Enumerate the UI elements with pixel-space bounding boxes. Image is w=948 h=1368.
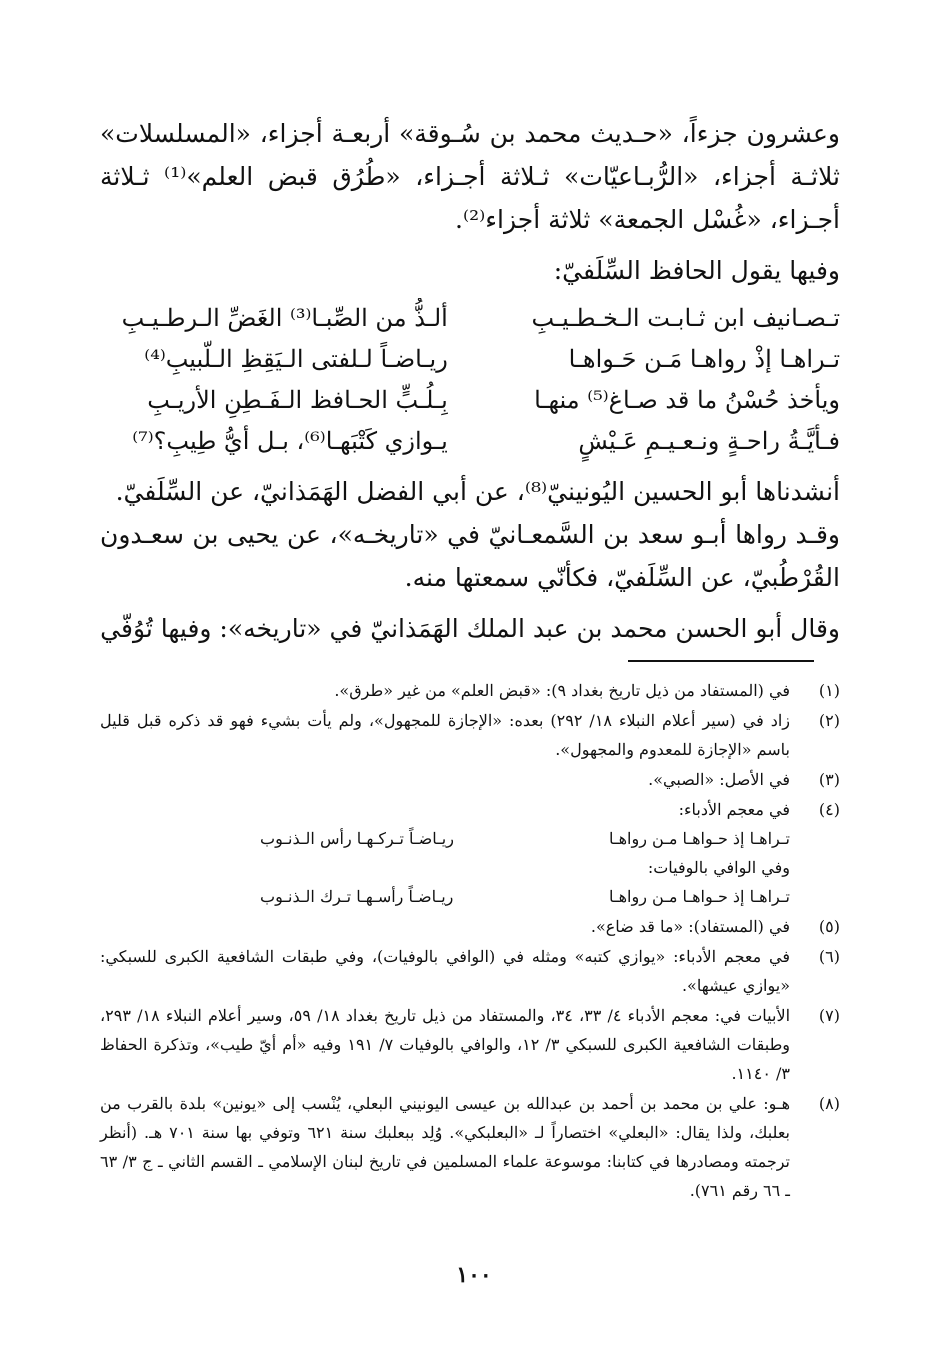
footnote-number: (٨) [818, 1094, 840, 1113]
footnote-4-verse-1 [100, 824, 790, 853]
footnote-text: الأبيات في: معجم الأدباء ٤/ ٣٣، ٣٤، والمستفاد من ذيل تاريخ بغداد ١٨/ ٥٩، وسير أعلام النبلاء ١٨/ ٢٩٣، وطبقات الشافعية الكبرى للسبكي ٣/ ١٢، والوافي بالوفيات ٧/ ١٩١ وفيه «أم أيّ طيب»، وتذكرة الحفاظ ٣/ ١١٤٠. [100, 1006, 791, 1083]
footnote-1 [100, 676, 840, 705]
verse-hemistich-left: بِـلُـبٍّ الحـافظ الـفَـطِنِ الأريـبِ [147, 386, 448, 414]
verse-hemistich-left: ريـاضـاً لـلفتى الـيَقِظِ الـلّبيبِ⁽⁴⁾ [144, 345, 448, 373]
footnote-6 [100, 942, 840, 1000]
footnote-7 [100, 1001, 840, 1088]
footnote-number: (٦) [818, 947, 840, 966]
verse-hemistich-right: فـأيَّـةُ راحـةٍ ونـعـيـمِ عَـيْشٍ [578, 427, 840, 455]
verse-hemistich-left: ريـاضـاً رأسـهـا تـرك الـذنـوب [260, 887, 454, 906]
main-text [100, 112, 840, 650]
footnote-2 [100, 706, 840, 764]
paragraph-1: وعشرون جزءاً، «حـديث محمد بن سُـوقة» أربعـة أجزاء، «المسلسلات» ثلاثـة أجزاء، «الرُّبـاعيّات» ثـلاثة أجـزاء، «طُرُق قبض العلم»⁽¹⁾ ثـلاثة أجـزاء، «غُسْل الجمعة» ثلاثة أجزاء⁽²⁾. [100, 119, 840, 234]
footnote-number: (٣) [818, 770, 840, 789]
footnote-separator [628, 660, 814, 662]
verse-hemistich-right: تـصـانيف ابن ثـابـت الـخـطـيـبِ [531, 304, 840, 332]
verse-hemistich-left: ريـاضـاً تـركـهـا رأس الـذنـوب [260, 829, 454, 848]
footnote-text: في (المستفاد): «ما قد ضاع». [590, 917, 790, 936]
verse-hemistich-right: تـراهـا إذ حـواهـا مـن رواهـا [609, 829, 790, 848]
footnotes [100, 676, 840, 1206]
verse-hemistich-right: ويأخذ حُسْنُ ما قد صـاغ⁽⁵⁾ منهـا [534, 386, 840, 414]
footnote-text: هـو: علي بن محمد بن أحمد بن عبدالله بن عيسى اليونيني البعلي، يُنْسب إلى «يونين» بلدة بالقرب من بعلبك، ولذا يقال: «البعلي» اختصاراً لـ «البعلبكي». وُلِد ببعلبك سنة ٦٢١ وتوفي بها سنة ٧٠١ هـ. (أنظر ترجمته ومصادرها في كتابنا: موسوعة علماء المسلمين في تاريخ لبنان الإسلامي ـ القسم الثاني ـ ج ٣/ ٦٣ ـ ٦٦ رقم ٧٦١). [100, 1094, 791, 1200]
footnote-text [100, 795, 790, 911]
verse-line-2 [100, 339, 840, 380]
footnote-number: (٢) [818, 711, 840, 730]
verse-hemistich-left: ألـذُّ من الصِّبـا⁽³⁾ الغَضِّ الـرطـيـبِ [121, 304, 448, 332]
verse-hemistich-right: تـراهـا إذ حـواهـا مـن رواهـا [609, 887, 790, 906]
page-number: ١٠٠ [456, 1262, 492, 1288]
footnote-text: في (المستفاد من ذيل تاريخ بغداد ٩): «قبض العلم» من غير «طرق». [334, 681, 790, 700]
footnote-3 [100, 765, 840, 794]
verse-hemistich-left: يـوازي كَتْبَهـا⁽⁶⁾، بـل أيُّ طِيبِ؟⁽⁷⁾ [132, 427, 448, 455]
footnote-4 [100, 795, 840, 911]
paragraph-3: وقـد رواها أبـو سعد بن السَّمعـانيّ في «تاريخـه»، عن يحيى بن سعـدون القُرْطُبيّ، عن السِّلَفيّ، فكأنّي سمعتها منه. [100, 520, 840, 592]
footnote-number: (٥) [818, 917, 840, 936]
verse-line-1 [100, 298, 840, 339]
paragraph-2: أنشدناها أبو الحسين اليُونينيّ⁽⁸⁾، عن أبي الفضل الهَمَذانيّ، عن السِّلَفيّ. [115, 477, 840, 506]
footnote-4-source-1: في معجم الأدباء: [678, 800, 790, 819]
footnote-4-source-2: وفي الوافي بالوفيات: [647, 858, 790, 877]
verse-line-3 [100, 380, 840, 421]
footnote-text: في الأصل: «الصبي». [648, 770, 790, 789]
footnote-5 [100, 912, 840, 941]
footnote-number: (١) [818, 681, 840, 700]
verse-intro: وفيها يقول الحافظ السِّلَفيّ: [553, 256, 840, 285]
footnote-4-verse-2 [100, 882, 790, 911]
footnote-text: في معجم الأدباء: «يوازي كتبه» ومثله في (الوافي بالوفيات)، وفي طبقات الشافعية الكبرى للسبكي: «يوازي عيشها». [100, 947, 790, 995]
footnote-8 [100, 1089, 840, 1205]
poem-block [100, 298, 840, 462]
footnote-number: (٤) [818, 800, 840, 819]
paragraph-4: وقال أبو الحسن محمد بن عبد الملك الهَمَذانيّ في «تاريخه»: وفيها تُوُفّي [100, 614, 840, 643]
verse-hemistich-right: تـراهـا إذْ رواهـا مَـن حَـواهـا [568, 345, 840, 373]
footnote-number: (٧) [818, 1006, 840, 1025]
footnote-text: زاد في (سير أعلام النبلاء ١٨/ ٢٩٢) بعده: «الإجازة للمجهول»، ولم يأت بشيء فهو قد ذكره قبل قليل باسم «الإجازة للمعدوم والمجهول». [100, 711, 791, 759]
verse-line-4 [100, 421, 840, 462]
